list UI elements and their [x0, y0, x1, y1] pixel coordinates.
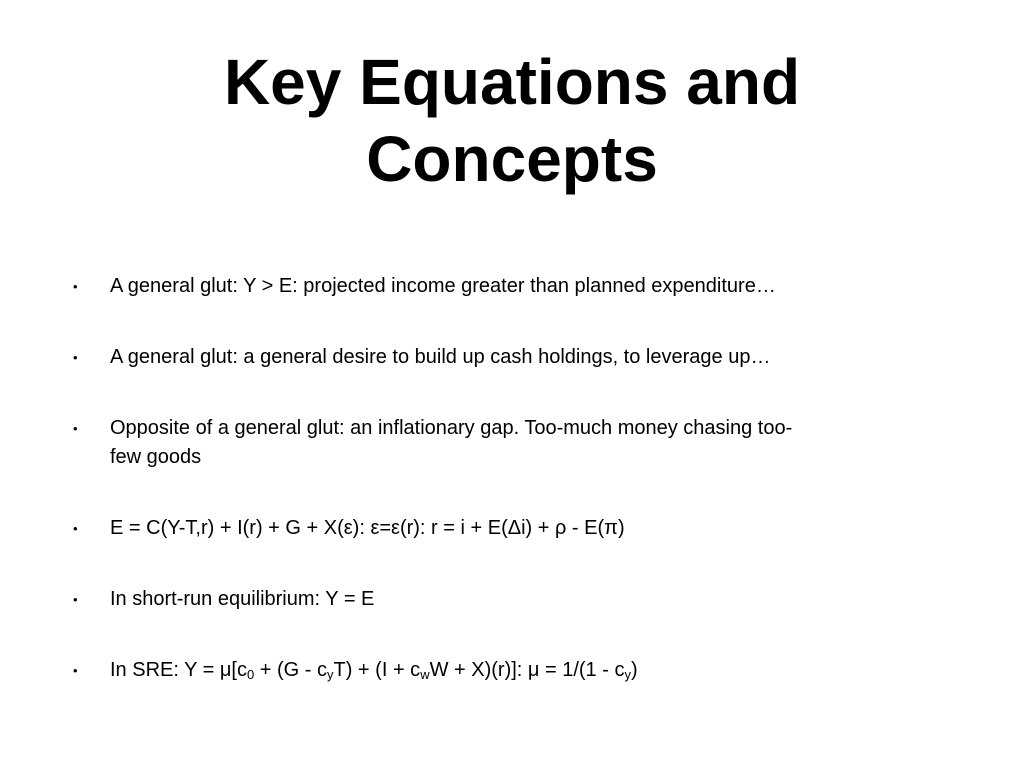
slide-title-line-2: Concepts [366, 123, 658, 195]
sre-text-2: + (G - c [254, 659, 327, 681]
bullet-text: A general glut: Y > E: projected income greater than planned expenditure… [110, 275, 776, 297]
bullet-item-sre-multiplier [73, 656, 940, 685]
bullet-text: In short-run equilibrium: Y = E [110, 588, 375, 610]
bullet-text-line-2: few goods [110, 446, 202, 468]
bullet-item-inflationary-gap [73, 414, 940, 472]
bullet-text-line-1: Opposite of a general glut: an inflationary gap. Too-much money chasing too- [110, 417, 793, 439]
bullet-dot: • [73, 421, 78, 436]
bullet-item-general-glut-cash [73, 343, 940, 372]
slide-title-line-1: Key Equations and [223, 46, 801, 118]
bullet-item-short-run-equilibrium [73, 585, 940, 614]
sre-text-4: W + X)(r)]: μ = 1/(1 - c [429, 659, 625, 681]
bullet-text: E = C(Y-T,r) + I(r) + G + X(ε): ε=ε(r): r = i + E(Δi) + ρ - E(π) [110, 517, 625, 539]
sre-text-3: T) + (I + c [333, 659, 421, 681]
bullet-item-general-glut-income [73, 272, 940, 301]
bullet-dot: • [73, 350, 78, 365]
bullet-text: A general glut: a general desire to build up cash holdings, to leverage up… [110, 346, 771, 368]
bullet-dot: • [73, 521, 78, 536]
sre-text-5: ) [630, 659, 638, 681]
bullet-dot: • [73, 663, 78, 678]
sre-text-1: In SRE: Y = μ[c [110, 659, 247, 681]
subscript-y: y [327, 667, 334, 682]
subscript-w: w [420, 667, 430, 682]
bullet-dot: • [73, 279, 78, 294]
subscript-y-2: y [624, 667, 631, 682]
bullet-text [110, 659, 638, 681]
slide-title [0, 44, 1024, 198]
bullet-dot: • [73, 592, 78, 607]
bullet-item-expenditure-equation [73, 514, 940, 543]
subscript-zero: 0 [246, 667, 255, 682]
